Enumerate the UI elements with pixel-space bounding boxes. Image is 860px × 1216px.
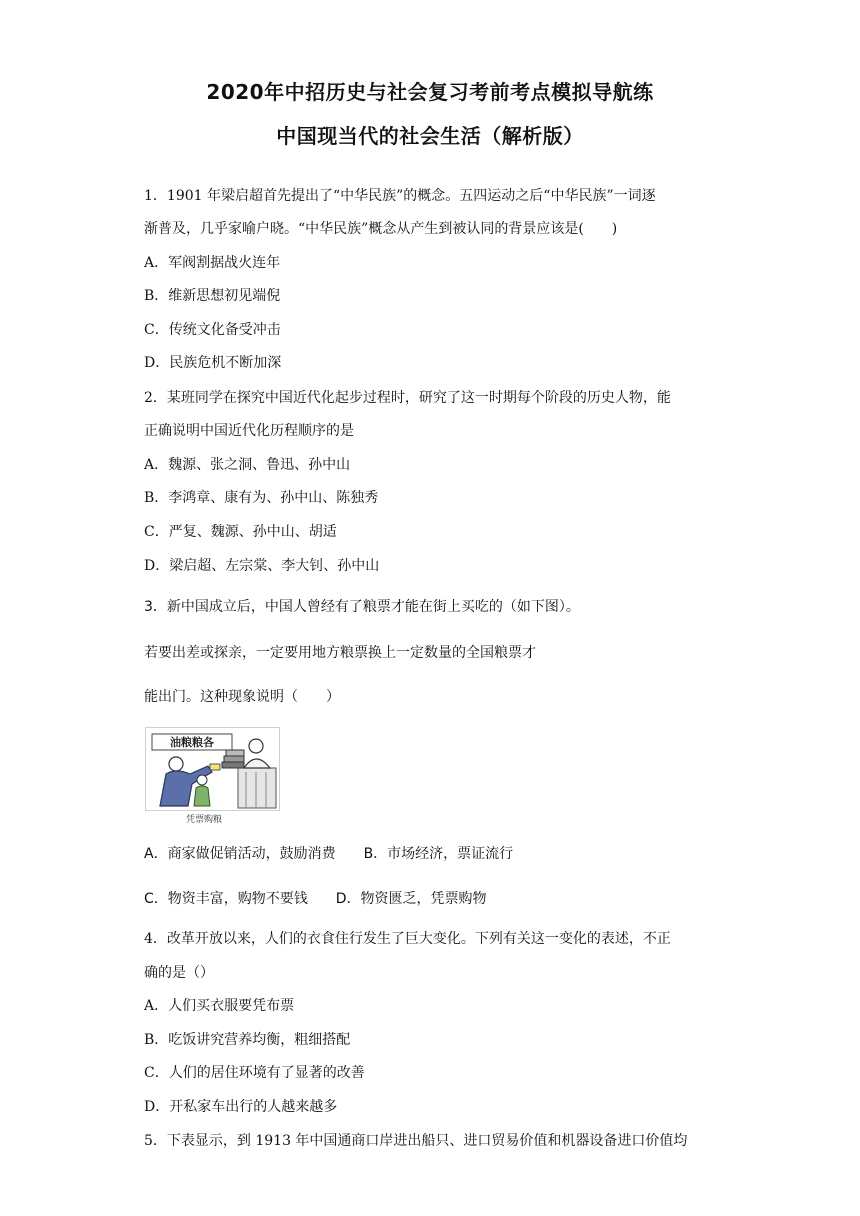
page-subtitle: 中国现当代的社会生活（解析版）	[276, 124, 584, 148]
figure-caption: 凭票购粮	[186, 815, 223, 825]
q4-option-b: B．吃饭讲究营养均衡，粗细搭配	[144, 1032, 351, 1048]
q1-stem-line1: 1．1901 年梁启超首先提出了“中华民族”的概念。五四运动之后“中华民族”一词逐	[144, 188, 656, 204]
cartoon-illustration	[146, 728, 279, 810]
q1-stem-line2: 渐普及，几乎家喻户晓。“中华民族”概念从产生到被认同的背景应该是( )	[144, 221, 618, 237]
q3-options-row1: A．商家做促销活动，鼓励消费 B．市场经济，票证流行	[144, 846, 514, 862]
q2-option-d: D．梁启超、左宗棠、李大钊、孙中山	[144, 558, 380, 574]
q4-stem-line1: 4．改革开放以来，人们的衣食住行发生了巨大变化。下列有关这一变化的表述，不正	[144, 931, 671, 947]
q1-option-d: D．民族危机不断加深	[144, 355, 282, 371]
q1-option-b: B．维新思想初见端倪	[144, 288, 281, 304]
q1-option-c: C．传统文化备受冲击	[144, 322, 281, 338]
shop-sign-text: 油粮粮各	[170, 736, 214, 749]
q4-option-c: C．人们的居住环境有了显著的改善	[144, 1065, 365, 1081]
q2-option-c: C．严复、魏源、孙中山、胡适	[144, 524, 337, 540]
q2-stem-line1: 2．某班同学在探究中国近代化起步过程时，研究了这一时期每个阶段的历史人物，能	[144, 390, 671, 406]
q3-options-row2: C．物资丰富，购物不要钱 D．物资匮乏，凭票购物	[144, 891, 487, 907]
q3-stem-line1: 3．新中国成立后，中国人曾经有了粮票才能在街上买吃的（如下图）。	[144, 599, 580, 615]
q3-stem-line2: 若要出差或探亲，一定要用地方粮票换上一定数量的全国粮票才	[144, 645, 536, 661]
q5-stem-line1: 5．下表显示，到 1913 年中国通商口岸进出船只、进口贸易价值和机器设备进口价值均	[144, 1133, 688, 1149]
q4-option-d: D．开私家车出行的人越来越多	[144, 1099, 338, 1115]
q2-option-b: B．李鸿章、康有为、孙中山、陈独秀	[144, 490, 379, 506]
q2-stem-line2: 正确说明中国近代化历程顺序的是	[144, 423, 354, 439]
q1-option-a: A．军阀割据战火连年	[144, 255, 281, 271]
q2-option-a: A．魏源、张之洞、鲁迅、孙中山	[144, 457, 351, 473]
q4-stem-line2: 确的是（）	[144, 965, 214, 981]
page-title: 2020年中招历史与社会复习考前考点模拟导航练	[206, 80, 654, 104]
ration-ticket-cartoon	[145, 727, 280, 811]
q3-stem-line3: 能出门。这种现象说明（ ）	[144, 689, 340, 705]
q4-option-a: A．人们买衣服要凭布票	[144, 998, 295, 1014]
